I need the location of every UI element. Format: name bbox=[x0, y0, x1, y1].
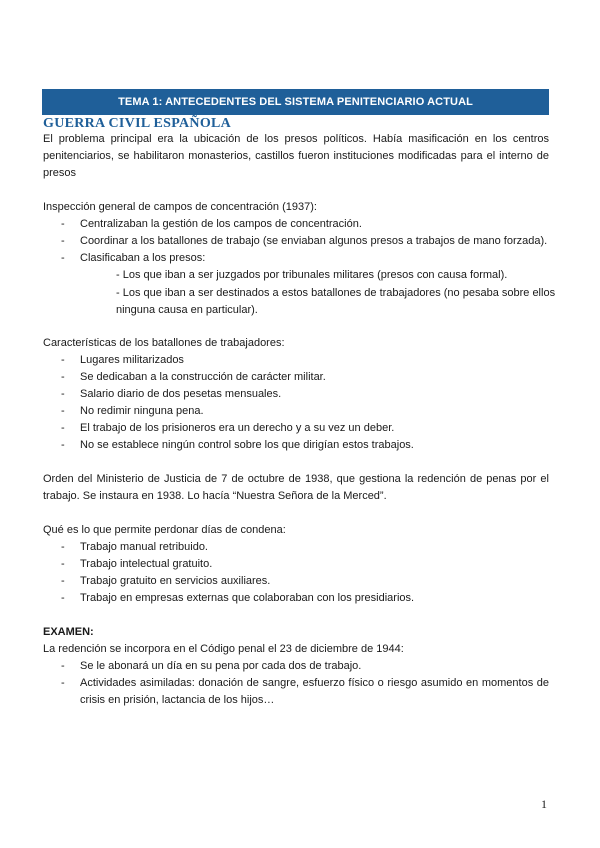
list-item-text: Actividades asimiladas: donación de sangre, esfuerzo físico o riesgo asumido en momentos de crisis en prisión, lactancia de los hijos… bbox=[80, 677, 549, 706]
inspeccion-title: Inspección general de campos de concentración (1937): bbox=[43, 201, 317, 213]
list-item-text: No se establece ningún control sobre los que dirigían estos trabajos. bbox=[80, 439, 414, 451]
list-item-text: No redimir ninguna pena. bbox=[80, 405, 204, 417]
list-item-text: Trabajo manual retribuido. bbox=[80, 541, 208, 553]
bullet-dash: - bbox=[61, 558, 65, 570]
perdonar-title: Qué es lo que permite perdonar días de condena: bbox=[43, 524, 286, 536]
sub-list-item: - Los que iban a ser destinados a estos batallones de trabajadores (no pesaba sobre ellos bbox=[116, 287, 556, 299]
bullet-dash: - bbox=[61, 235, 65, 247]
bullet-dash: - bbox=[61, 677, 65, 689]
list-item-text: Coordinar a los batallones de trabajo (se enviaban algunos presos a trabajos de mano forzada). bbox=[80, 235, 548, 247]
batallones-title: Características de los batallones de trabajadores: bbox=[43, 337, 285, 349]
list-item-text: El trabajo de los prisioneros era un derecho y a su vez un deber. bbox=[80, 422, 395, 434]
list-item-text: Salario diario de dos pesetas mensuales. bbox=[80, 388, 282, 400]
bullet-dash: - bbox=[61, 592, 65, 604]
list-item-text: Centralizaban la gestión de los campos de concentración. bbox=[80, 218, 362, 230]
bullet-dash: - bbox=[61, 405, 65, 417]
section-heading: GUERRA CIVIL ESPAÑOLA bbox=[43, 116, 232, 131]
list-item-text: Trabajo gratuito en servicios auxiliares. bbox=[80, 575, 271, 587]
title-banner bbox=[42, 89, 549, 115]
sub-list-item: - Los que iban a ser juzgados por tribunales militares (presos con causa formal). bbox=[116, 269, 508, 281]
page-number: 1 bbox=[541, 797, 547, 811]
list-item-text: Trabajo intelectual gratuito. bbox=[80, 558, 213, 570]
bullet-dash: - bbox=[61, 388, 65, 400]
sub-list-item-continuation: ninguna causa en particular). bbox=[116, 304, 258, 316]
bullet-dash: - bbox=[61, 541, 65, 553]
bullet-dash: - bbox=[61, 660, 65, 672]
bullet-dash: - bbox=[61, 354, 65, 366]
bullet-dash: - bbox=[61, 439, 65, 451]
list-item-text: Se dedicaban a la construcción de carácter militar. bbox=[80, 371, 326, 383]
intro-paragraph: El problema principal era la ubicación de los presos políticos. Había masificación en los centros penitenciarios, se habilitaron monasterios, castillos fueron instituciones modificadas para el interno de presos bbox=[43, 133, 549, 179]
list-item-text: Trabajo en empresas externas que colaboraban con los presidiarios. bbox=[80, 592, 415, 604]
bullet-dash: - bbox=[61, 371, 65, 383]
bullet-dash: - bbox=[61, 252, 65, 264]
examen-label: EXAMEN: bbox=[43, 626, 94, 638]
page-title: TEMA 1: ANTECEDENTES DEL SISTEMA PENITENCIARIO ACTUAL bbox=[118, 96, 473, 108]
bullet-dash: - bbox=[61, 218, 65, 230]
bullet-dash: - bbox=[61, 422, 65, 434]
list-item-text: Lugares militarizados bbox=[80, 354, 184, 366]
examen-text: La redención se incorpora en el Código penal el 23 de diciembre de 1944: bbox=[43, 643, 404, 655]
bullet-dash: - bbox=[61, 575, 65, 587]
list-item-text: Clasificaban a los presos: bbox=[80, 252, 206, 264]
orden-paragraph: Orden del Ministerio de Justicia de 7 de octubre de 1938, que gestiona la redención de penas por el trabajo. Se instaura en 1938. Lo hacía “Nuestra Señora de la Merced”. bbox=[43, 473, 549, 502]
list-item-text: Se le abonará un día en su pena por cada dos de trabajo. bbox=[80, 660, 362, 672]
